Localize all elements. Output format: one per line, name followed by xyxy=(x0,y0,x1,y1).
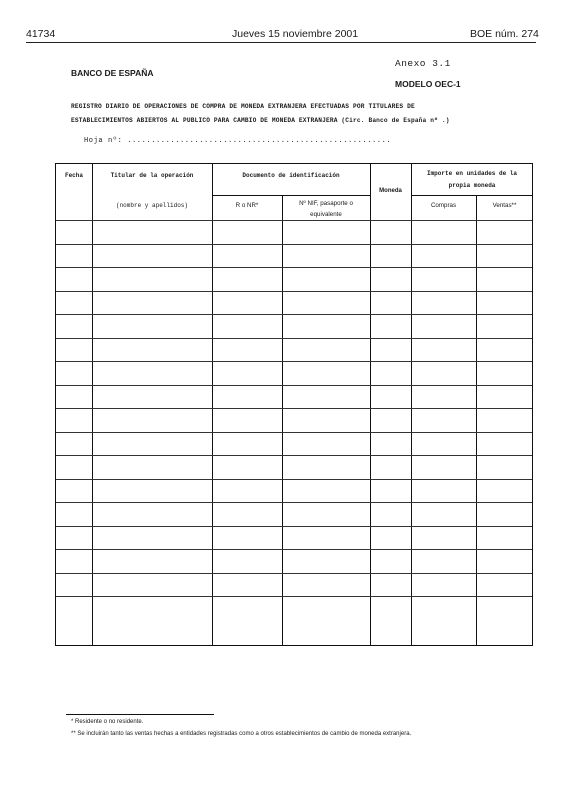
header-documento: Documento de identificación xyxy=(242,172,340,179)
table-row-line xyxy=(56,385,532,386)
header-nif-line-1: Nº NIF, pasaporte o xyxy=(299,200,353,207)
table-row-line xyxy=(56,549,532,550)
header-titular-sub: (nombre y apellidos) xyxy=(115,202,188,209)
table-row-line xyxy=(56,314,532,315)
table-row-line xyxy=(56,479,532,480)
header-residencia: R o NR* xyxy=(235,202,259,209)
header-divider xyxy=(212,195,370,196)
organization-name: BANCO DE ESPAÑA xyxy=(71,68,154,78)
header-titular: Titular de la operación xyxy=(110,172,194,179)
header-importe-line-2: propia moneda xyxy=(448,182,496,189)
table-row-line xyxy=(56,526,532,527)
annex-label: Anexo 3.1 xyxy=(395,58,451,69)
table-row-line xyxy=(56,291,532,292)
table-row-line xyxy=(56,267,532,268)
header-moneda: Moneda xyxy=(379,188,402,194)
table-row-line xyxy=(56,455,532,456)
footnote-1: * Residente o no residente. xyxy=(71,719,144,725)
table-row-line xyxy=(56,220,532,221)
header-ventas: Ventas** xyxy=(492,202,517,209)
header-compras: Compras xyxy=(430,202,457,209)
publication-date: Jueves 15 noviembre 2001 xyxy=(232,28,359,40)
document-title-line-2: ESTABLECIMIENTOS ABIERTOS AL PUBLICO PARA CAMBIO DE MONEDA EXTRANJERA (Circ. Banco de España nº .) xyxy=(71,117,450,124)
register-table xyxy=(55,163,533,646)
footnote-divider xyxy=(66,714,214,715)
table-row-line xyxy=(56,408,532,409)
table-row-line xyxy=(56,338,532,339)
document-title-line-1: REGISTRO DIARIO DE OPERACIONES DE COMPRA DE MONEDA EXTRANJERA EFECTUADAS POR TITULARES DE xyxy=(71,103,415,110)
column-divider xyxy=(476,195,477,645)
column-divider xyxy=(282,195,283,645)
model-label: MODELO OEC-1 xyxy=(395,79,461,89)
table-row-line xyxy=(56,244,532,245)
footnote-2: ** Se incluirán tanto las ventas hechas a entidades registradas como a otros establecimientos de cambio de moneda extranjera. xyxy=(71,731,412,737)
table-row-line xyxy=(56,502,532,503)
table-row-line xyxy=(56,361,532,362)
page-number: 41734 xyxy=(26,28,56,40)
table-row-line xyxy=(56,573,532,574)
header-importe-line-1: Importe en unidades de la xyxy=(426,170,517,177)
table-row-line xyxy=(56,596,532,597)
sheet-number-field: Hoja nº: ....................................................... xyxy=(84,137,392,145)
issue-number: BOE núm. 274 xyxy=(470,28,539,40)
header-nif-line-2: equivalente xyxy=(310,211,342,218)
header-fecha: Fecha xyxy=(64,172,83,179)
header-divider xyxy=(26,42,536,43)
header-divider xyxy=(411,195,533,196)
table-row-line xyxy=(56,432,532,433)
